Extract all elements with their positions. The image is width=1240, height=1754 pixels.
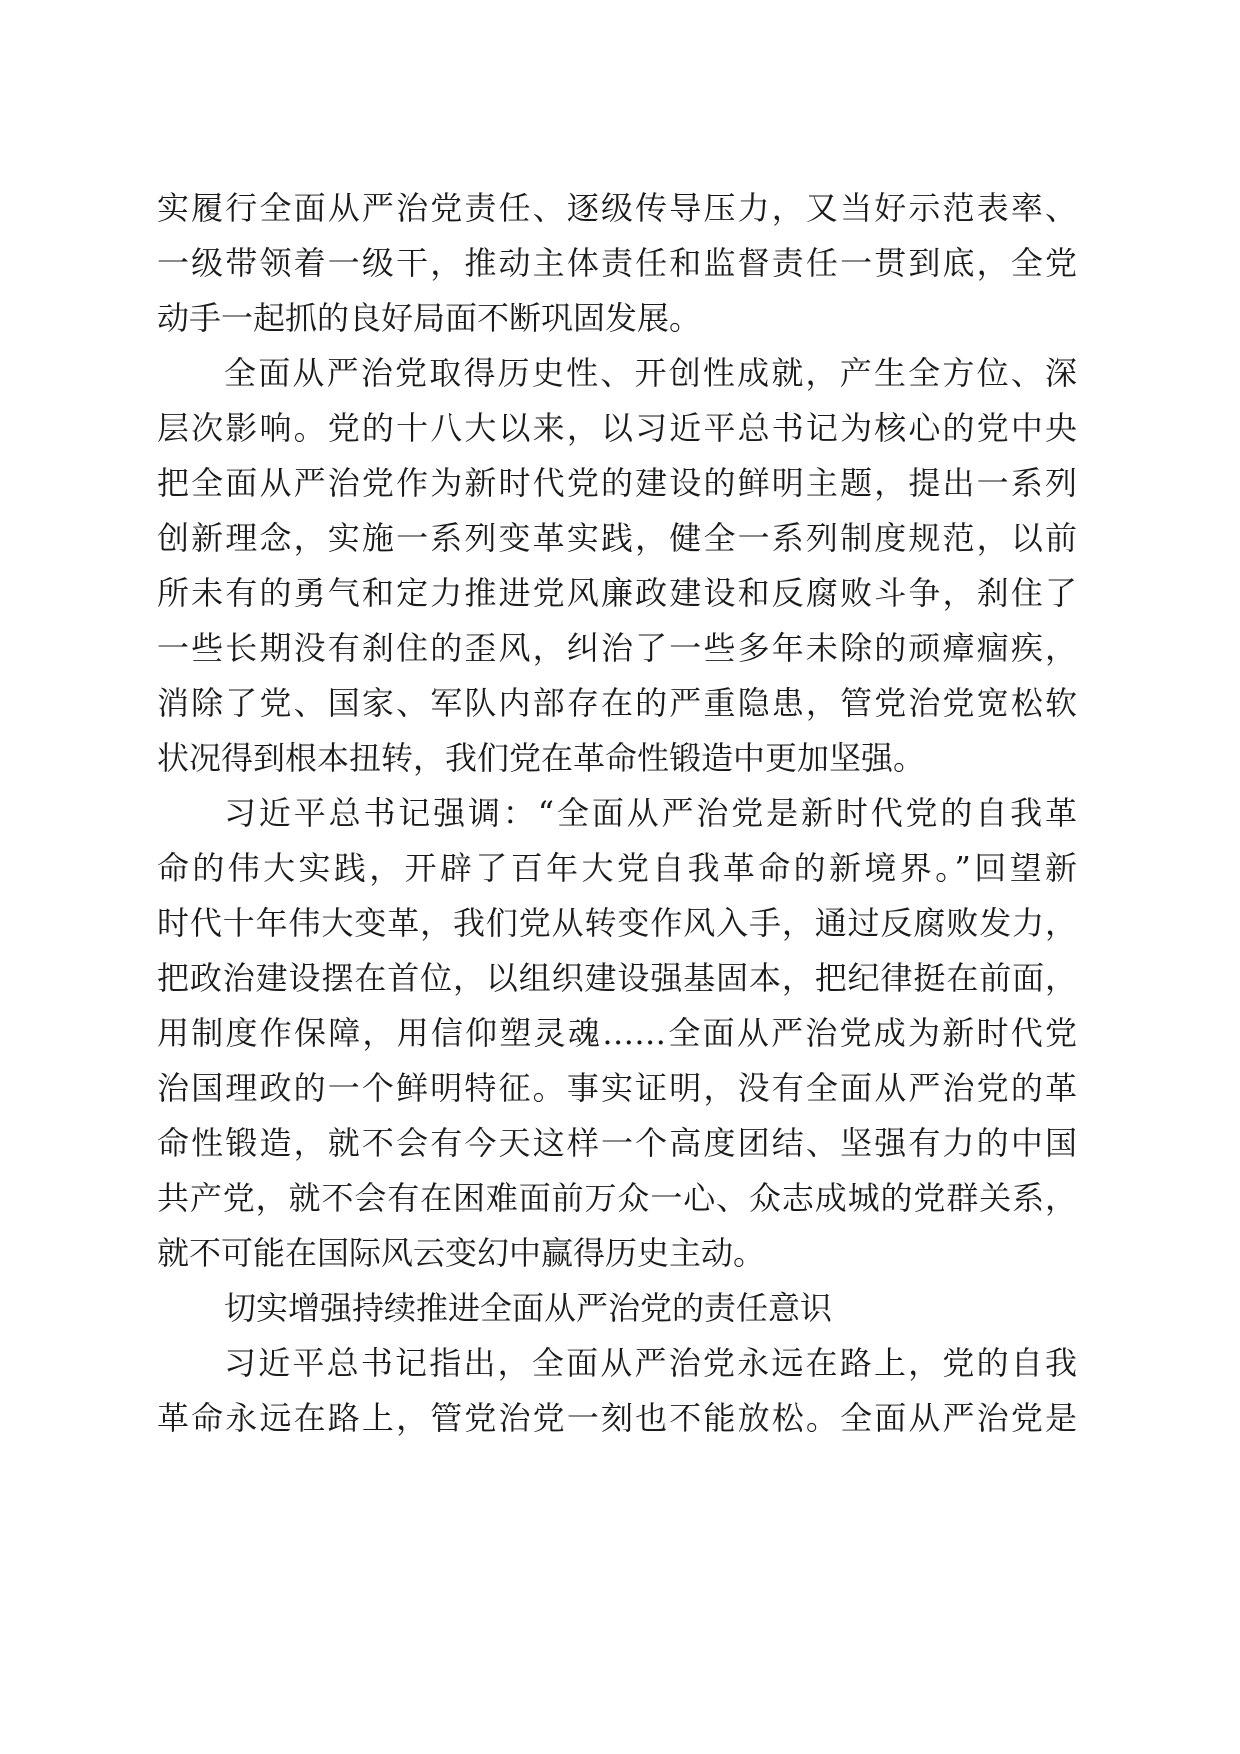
- text-line: 状况得到根本扭转，我们党在革命性锻造中更加坚强。: [157, 739, 926, 777]
- text-line: 把政治建设摆在首位，以组织建设强基固本，把纪律挺在前面，: [157, 959, 1077, 997]
- paragraph-quote: [157, 786, 1077, 1281]
- text-line: 用制度作保障，用信仰塑灵魂……全面从严治党成为新时代党: [157, 1014, 1077, 1052]
- paragraph-achievements: [157, 346, 1077, 786]
- text-line: 创新理念，实施一系列变革实践，健全一系列制度规范，以前: [157, 519, 1077, 557]
- text-line: 共产党，就不会有在困难面前万众一心、众志成城的党群关系，: [157, 1179, 1077, 1217]
- text-line: 命性锻造，就不会有今天这样一个高度团结、坚强有力的中国: [157, 1124, 1077, 1162]
- heading-text: 切实增强持续推进全面从严治党的责任意识: [224, 1289, 833, 1327]
- text-line: 动手一起抓的良好局面不断巩固发展。: [157, 299, 702, 337]
- text-line: 层次影响。党的十八大以来，以习近平总书记为核心的党中央: [157, 409, 1077, 447]
- text-line: 把全面从严治党作为新时代党的建设的鲜明主题，提出一系列: [157, 464, 1077, 502]
- text-line: 习近平总书记强调：“全面从严治党是新时代党的自我革: [224, 794, 1077, 832]
- text-line: 一些长期没有刹住的歪风，纠治了一些多年未除的顽瘴痼疾，: [157, 629, 1077, 667]
- text-line: 时代十年伟大变革，我们党从转变作风入手，通过反腐败发力，: [157, 904, 1077, 942]
- text-line: 习近平总书记指出，全面从严治党永远在路上，党的自我: [224, 1344, 1077, 1382]
- document-body: [157, 181, 1077, 1446]
- text-line: 命的伟大实践，开辟了百年大党自我革命的新境界。”回望新: [157, 849, 1077, 887]
- text-line: 革命永远在路上，管党治党一刻也不能放松。全面从严治党是: [157, 1399, 1077, 1437]
- section-heading: [157, 1281, 1077, 1336]
- text-line: 消除了党、国家、军队内部存在的严重隐患，管党治党宽松软: [157, 684, 1077, 722]
- text-line: 所未有的勇气和定力推进党风廉政建设和反腐败斗争，刹住了: [157, 574, 1077, 612]
- text-line: 治国理政的一个鲜明特征。事实证明，没有全面从严治党的革: [157, 1069, 1077, 1107]
- paragraph-responsibility: [157, 1336, 1077, 1446]
- text-line: 实履行全面从严治党责任、逐级传导压力，又当好示范表率、: [157, 189, 1077, 227]
- text-line: 全面从严治党取得历史性、开创性成就，产生全方位、深: [224, 354, 1077, 392]
- text-line: 就不可能在国际风云变幻中赢得历史主动。: [157, 1234, 766, 1272]
- text-line: 一级带领着一级干，推动主体责任和监督责任一贯到底，全党: [157, 244, 1077, 282]
- paragraph-continuation: [157, 181, 1077, 346]
